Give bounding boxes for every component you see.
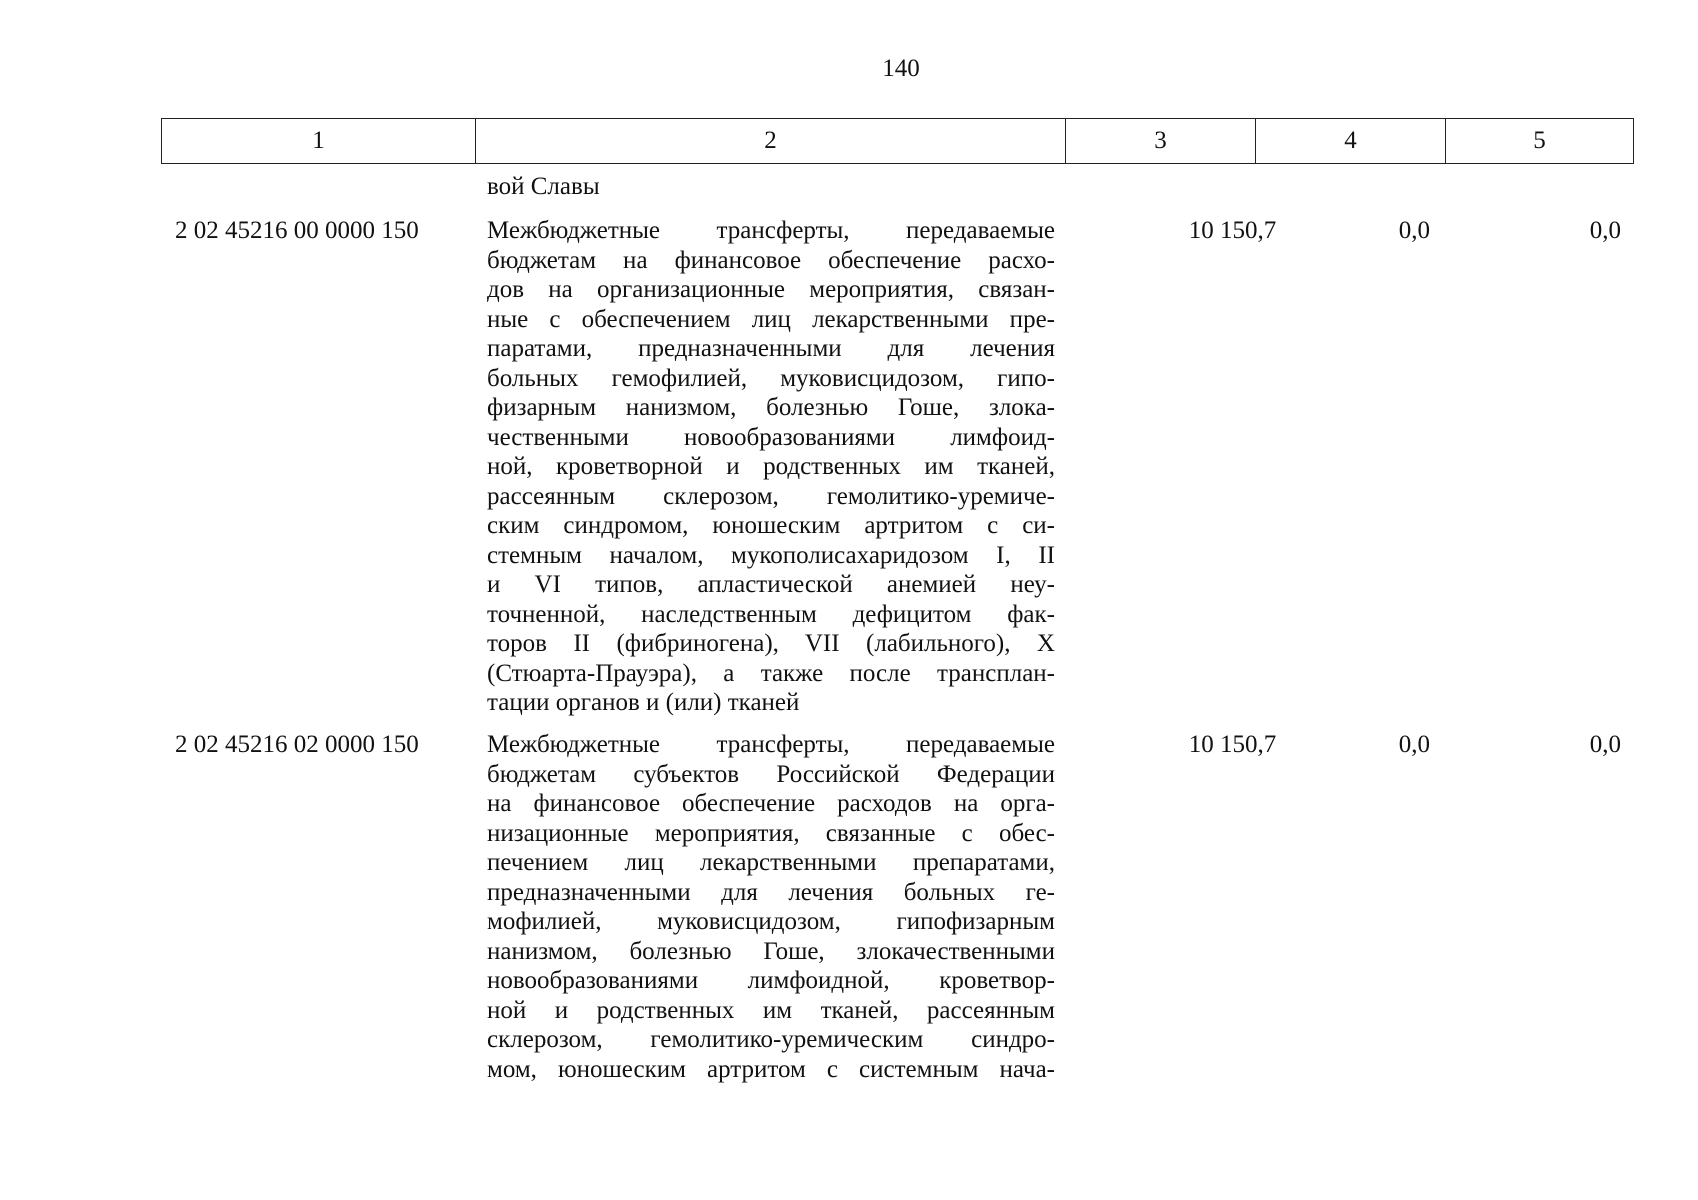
description-line: мофилией, муковисцидозом, гипофизарным xyxy=(487,908,1055,935)
column-header-2: 2 xyxy=(476,119,1066,164)
continuation-text: вой Славы xyxy=(487,173,600,200)
description-line: печением лиц лекарственными препаратами, xyxy=(487,849,1055,876)
value-col-3: 10 150,7 xyxy=(1188,731,1277,758)
budget-code: 2 02 45216 02 0000 150 xyxy=(175,731,419,758)
row-description xyxy=(487,730,1055,1084)
description-line: и VI типов, апластической анемией неу- xyxy=(487,571,1055,598)
page-number: 140 xyxy=(882,55,920,82)
description-line: склерозом, гемолитико-уремическим синдро- xyxy=(487,1026,1055,1053)
description-line: (Стюарта-Прауэра), а также после трансплан- xyxy=(487,659,1055,687)
description-line: Межбюджетные трансферты, передаваемые xyxy=(487,217,1055,244)
description-line: точненной, наследственным дефицитом фак- xyxy=(487,600,1055,628)
description-line: стемным началом, мукополисахаридозом I, II xyxy=(487,541,1055,569)
description-line: бюджетам на финансовое обеспечение расхо- xyxy=(487,246,1055,274)
description-line: Межбюджетные трансферты, передаваемые xyxy=(487,731,1055,758)
description-line: нанизмом, болезнью Гоше, злокачественными xyxy=(487,937,1055,965)
description-line: предназначенными для лечения больных ге- xyxy=(487,878,1055,906)
column-header-row xyxy=(162,119,1634,164)
description-line: новообразованиями лимфоидной, кроветвор- xyxy=(487,967,1055,994)
description-line: паратами, предназначенными для лечения xyxy=(487,335,1055,362)
value-col-5: 0,0 xyxy=(1589,217,1621,244)
value-col-3: 10 150,7 xyxy=(1188,217,1277,244)
value-col-4: 0,0 xyxy=(1398,731,1430,758)
column-header-5: 5 xyxy=(1446,119,1634,164)
budget-code: 2 02 45216 00 0000 150 xyxy=(175,217,419,244)
column-header-table xyxy=(161,118,1634,164)
description-line: бюджетам субъектов Российской Федерации xyxy=(487,760,1055,788)
column-header-4: 4 xyxy=(1256,119,1446,164)
description-line: рассеянным склерозом, гемолитико-уремиче- xyxy=(487,482,1055,510)
description-line: ные с обеспечением лиц лекарственными пре- xyxy=(487,305,1055,333)
description-line: на финансовое обеспечение расходов на орга- xyxy=(487,790,1055,817)
value-col-4: 0,0 xyxy=(1398,217,1430,244)
row-description xyxy=(487,216,1055,718)
value-col-5: 0,0 xyxy=(1589,731,1621,758)
column-header-1: 1 xyxy=(162,119,476,164)
column-header-3: 3 xyxy=(1066,119,1256,164)
description-line: тации органов и (или) тканей xyxy=(487,689,800,716)
description-line: ским синдромом, юношеским артритом с си- xyxy=(487,512,1055,539)
description-line: чественными новообразованиями лимфоид- xyxy=(487,423,1055,451)
description-line: физарным нанизмом, болезнью Гоше, злока- xyxy=(487,394,1055,421)
description-line: ной, кроветворной и родственных им тканей, xyxy=(487,453,1055,480)
description-line: ной и родственных им тканей, рассеянным xyxy=(487,996,1055,1024)
description-line: больных гемофилией, муковисцидозом, гипо- xyxy=(487,364,1055,392)
description-line: мом, юношеским артритом с системным нача- xyxy=(487,1055,1055,1083)
description-line: низационные мероприятия, связанные с обес- xyxy=(487,819,1055,847)
description-line: торов II (фибриногена), VII (лабильного), X xyxy=(487,630,1055,657)
description-line: дов на организационные мероприятия, связан- xyxy=(487,276,1055,303)
